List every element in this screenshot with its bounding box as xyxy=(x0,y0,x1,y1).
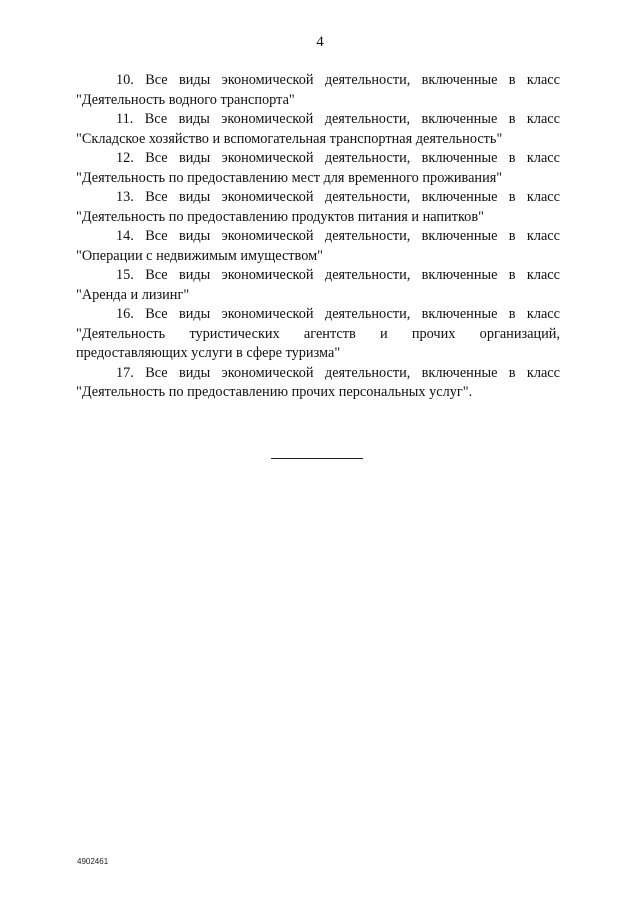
list-item-lead: 16. Все виды экономической деятельности, включенные в класс xyxy=(116,306,560,322)
list-item-lead: 15. Все виды экономической деятельности, включенные в класс xyxy=(116,267,560,283)
page-number: 4 xyxy=(316,34,324,50)
list-item-class-name: "Деятельность водного транспорта" xyxy=(76,91,295,108)
list-item-class-name: "Деятельность по предоставлению прочих персональных услуг". xyxy=(76,384,473,400)
list-item-class-name: "Деятельность по предоставлению продуктов питания и напитков" xyxy=(76,208,484,225)
list-item-lead: 12. Все виды экономической деятельности, включенные в класс xyxy=(116,150,560,166)
list-item-class-name: "Деятельность по предоставлению мест для временного проживания" xyxy=(76,169,503,186)
list-item-class-name: "Складское хозяйство и вспомогательная транспортная деятельность" xyxy=(76,130,503,147)
list-item xyxy=(76,305,560,364)
list-item-class-name: "Аренда и лизинг" xyxy=(76,286,190,303)
list-item xyxy=(76,266,560,305)
list-item xyxy=(76,227,560,266)
list-item xyxy=(76,71,560,110)
list-item xyxy=(76,188,560,227)
list-item-lead: 13. Все виды экономической деятельности, включенные в класс xyxy=(116,189,560,205)
document-code: 4902461 xyxy=(77,857,109,866)
list-item-lead: 10. Все виды экономической деятельности, включенные в класс xyxy=(116,72,560,88)
list-item-class-name: "Деятельность туристических агентств и прочих организаций, предоставляющих услуги в сфере туризма" xyxy=(76,325,560,361)
list-item-class-name: "Операции с недвижимым имуществом" xyxy=(76,247,323,264)
list-item xyxy=(76,364,560,403)
list-item-lead: 14. Все виды экономической деятельности, включенные в класс xyxy=(116,228,560,244)
list-item xyxy=(76,149,560,188)
list-item-lead: 11. Все виды экономической деятельности, включенные в класс xyxy=(116,111,560,127)
list-item xyxy=(76,110,560,149)
end-separator-line xyxy=(271,458,363,459)
document-body xyxy=(76,71,560,403)
list-item-lead: 17. Все виды экономической деятельности, включенные в класс xyxy=(116,364,560,381)
